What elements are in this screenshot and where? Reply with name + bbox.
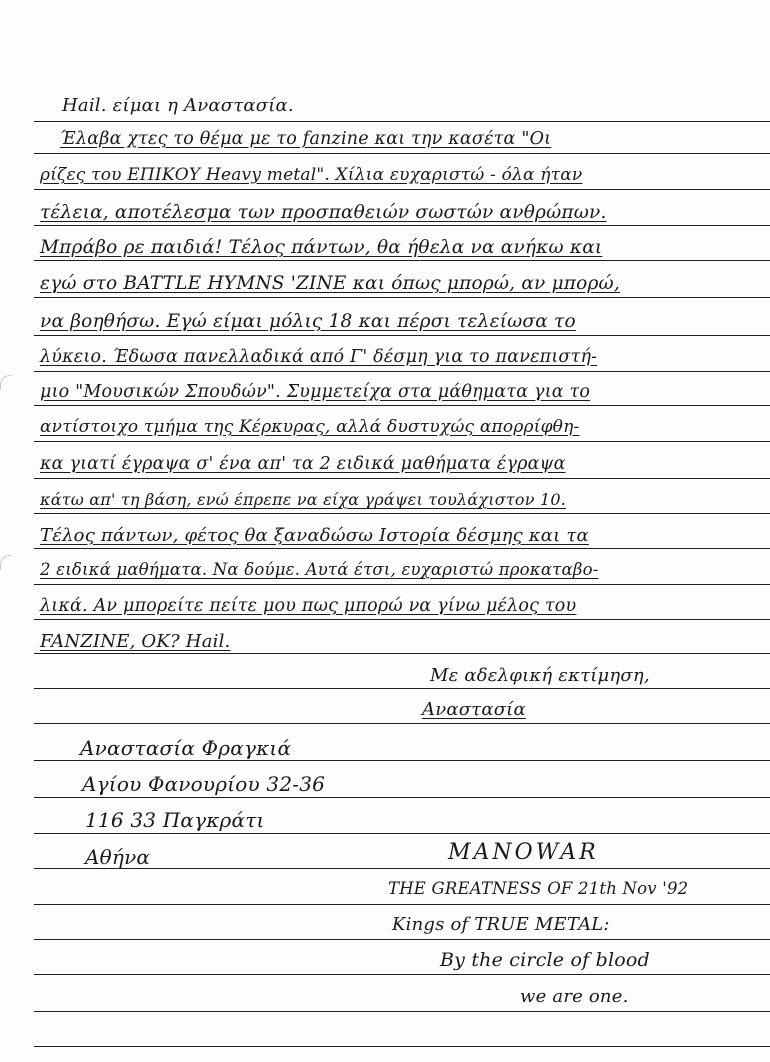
rule-line <box>34 974 770 975</box>
letter-body-line: Τέλος πάντων, φέτος θα ξαναδώσω Ιστορία δέσμης και τα <box>40 525 589 546</box>
rule-line <box>34 335 770 336</box>
letter-body-line: Μπράβο ρε παιδιά! Τέλος πάντων, θα ήθελα να ανήκω και <box>40 237 603 258</box>
rule-line <box>34 833 770 834</box>
address-postal: 116 33 Παγκράτι <box>85 808 265 832</box>
letter-body-line: Έλαβα χτες το θέμα με το fanzine και την κασέτα "Οι <box>60 129 552 149</box>
rule-line <box>34 260 770 261</box>
scan-margin-mark <box>0 555 11 570</box>
letter-body-line: τέλεια, αποτέλεσμα των προσπαθειών σωστών ανθρώπων. <box>40 202 607 223</box>
letter-greeting: Hail. είμαι η Αναστασία. <box>62 95 294 116</box>
rule-line <box>34 939 770 940</box>
rule-line <box>34 405 770 406</box>
letter-body-line: κάτω απ' τη βάση, ενώ έπρεπε να είχα γράψει τουλάχιστον 10. <box>40 490 566 509</box>
rule-line <box>34 153 770 154</box>
rule-line <box>34 513 770 514</box>
rule-line <box>34 723 770 724</box>
rule-line <box>34 797 770 798</box>
rule-line <box>34 584 770 585</box>
rule-line <box>34 297 770 298</box>
rule-line <box>34 1046 770 1047</box>
letter-body-line: 2 ειδικά μαθήματα. Να δούμε. Αυτά έτσι, ευχαριστώ προκαταβο- <box>40 560 599 579</box>
letter-body-line: FANZINE, OK? Hail. <box>40 631 231 652</box>
letter-signature: Αναστασία <box>422 699 526 720</box>
letter-body-line: κα γιατί έγραψα σ' ένα απ' τα 2 ειδικά μαθήματα έγραψα <box>40 454 566 474</box>
address-street: Αγίου Φανουρίου 32-36 <box>82 772 326 796</box>
motto-line: By the circle of blood <box>440 949 650 971</box>
rule-line <box>34 371 770 372</box>
rule-line <box>34 653 770 654</box>
rule-line <box>34 121 770 122</box>
motto-line: THE GREATNESS OF 21th Nov '92 <box>388 879 689 898</box>
letter-body-line: να βοηθήσω. Εγώ είμαι μόλις 18 και πέρσι τελείωσα το <box>40 311 576 332</box>
rule-line <box>34 619 770 620</box>
rule-line <box>34 441 770 442</box>
letter-body-line: λικά. Αν μπορείτε πείτε μου πως μπορώ να γίνω μέλος του <box>40 596 577 616</box>
rule-line <box>34 189 770 190</box>
letter-body-line: μιο "Μουσικών Σπουδών". Συμμετείχα στα μάθηματα για το <box>40 382 591 402</box>
rule-line <box>34 225 770 226</box>
letter-body-line: εγώ στο BATTLE HYMNS 'ZINE και όπως μπορώ, αν μπορώ, <box>40 273 620 294</box>
rule-line <box>34 548 770 549</box>
scan-margin-mark <box>0 375 11 390</box>
letter-body-line: αντίστοιχο τμήμα της Κέρκυρας, αλλά δυστυχώς απορρίφθη- <box>40 417 580 437</box>
motto-line: Kings of TRUE METAL: <box>392 914 610 935</box>
letter-body-line: λύκειο. Έδωσα πανελλαδικά από Γ' δέσμη για το πανεπιστή- <box>40 347 598 367</box>
letter-closing: Με αδελφική εκτίμηση, <box>430 665 650 686</box>
rule-line <box>34 478 770 479</box>
rule-line <box>34 760 770 761</box>
address-city: Αθήνα <box>85 845 151 869</box>
band-name: MANOWAR <box>448 840 599 865</box>
letter-body-line: ρίζες του ΕΠΙΚΟΥ Heavy metal". Χίλια ευχαριστώ - όλα ήταν <box>40 165 583 185</box>
rule-line <box>34 688 770 689</box>
rule-line <box>34 904 770 905</box>
rule-line <box>34 1011 770 1012</box>
motto-line: we are one. <box>520 986 629 1007</box>
address-name: Αναστασία Φραγκιά <box>80 736 292 760</box>
